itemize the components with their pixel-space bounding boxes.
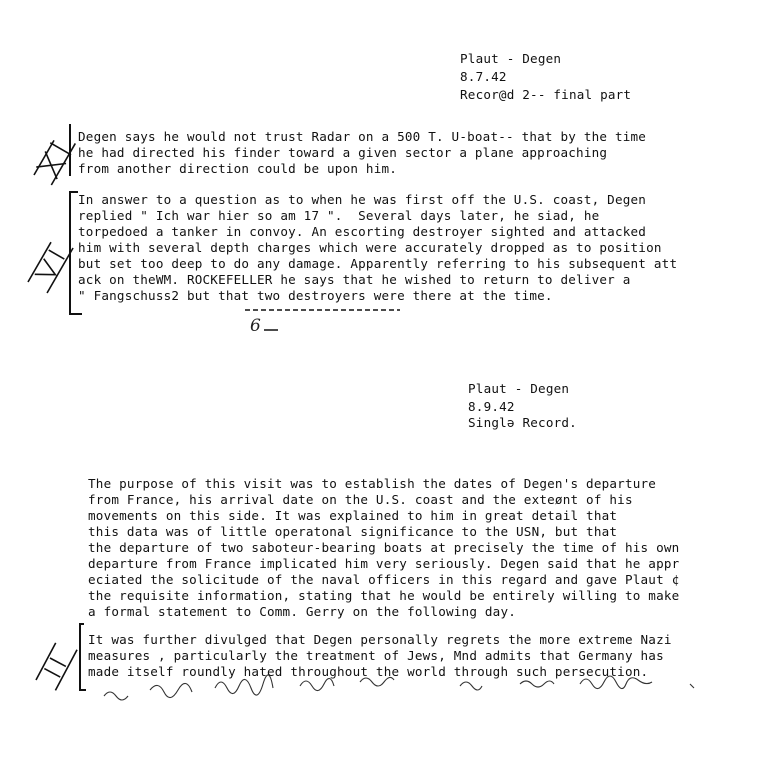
record2-title: Singlə Record. bbox=[468, 415, 577, 430]
text-line: movements on this side. It was explained to him in great detail that bbox=[88, 508, 618, 523]
text-line: Degen says he would not trust Radar on a 500 T. U-boat-- that by the time bbox=[78, 129, 647, 144]
text-line: In answer to a question as to when he was first off the U.S. coast, Degen bbox=[78, 192, 647, 207]
text-line: this data was of little operatonal significance to the USN, but that bbox=[88, 524, 618, 539]
roman-vi-mark bbox=[28, 237, 73, 293]
text-line: a formal statement to Comm. Gerry on the following day. bbox=[88, 604, 517, 619]
text-line: from France, his arrival date on the U.S. coast and the exteønt of his bbox=[88, 492, 633, 507]
text-line: made itself roundly hated throughout the world through such persecution. bbox=[88, 664, 649, 679]
record2-author: Plaut - Degen bbox=[468, 381, 570, 396]
text-line: replied " Ich war hier so am 17 ". Several days later, he siad, he bbox=[78, 208, 600, 223]
bracket-ii bbox=[80, 624, 86, 690]
record1-title: Recor@d 2-- final part bbox=[460, 87, 632, 102]
text-line: The purpose of this visit was to establish the dates of Degen's departure bbox=[88, 476, 657, 491]
text-line: measures , particularly the treatment of Jews, Mnd admits that Germany has bbox=[88, 648, 664, 663]
text-line: departure from France implicated him very seriously. Degen said that he appr bbox=[88, 556, 680, 571]
text-line: ack on theWM. ROCKEFELLER he says that he wished to return to deliver a bbox=[78, 272, 631, 287]
text-line: the departure of two saboteur-bearing boats at precisely the time of his own bbox=[88, 540, 680, 555]
record2-date: 8.9.42 bbox=[468, 399, 515, 414]
text-line: eciated the solicitude of the naval officers in this regard and gave Plaut ¢ bbox=[88, 572, 680, 587]
record1-date: 8.7.42 bbox=[460, 69, 507, 84]
text-line: him with several depth charges which were accurately dropped as to position bbox=[78, 240, 662, 255]
text-line: " Fangschuss2 but that two destroyers were there at the time. bbox=[78, 288, 553, 303]
text-line: torpedoed a tanker in convoy. An escorting destroyer sighted and attacked bbox=[78, 224, 647, 239]
text-line: from another direction could be upon him. bbox=[78, 161, 398, 176]
text-line: the requisite information, stating that he would be entirely willing to make bbox=[88, 588, 680, 603]
text-line: but set too deep to do any damage. Apparently referring to his subsequent att bbox=[78, 256, 678, 271]
record1-author: Plaut - Degen bbox=[460, 51, 562, 66]
text-line: he had directed his finder toward a given sector a plane approaching bbox=[78, 145, 608, 160]
roman-ii-mark bbox=[36, 639, 77, 690]
text-line: It was further divulged that Degen personally regrets the more extreme Nazi bbox=[88, 632, 672, 647]
page-mark-handwritten: 6 bbox=[250, 316, 261, 336]
